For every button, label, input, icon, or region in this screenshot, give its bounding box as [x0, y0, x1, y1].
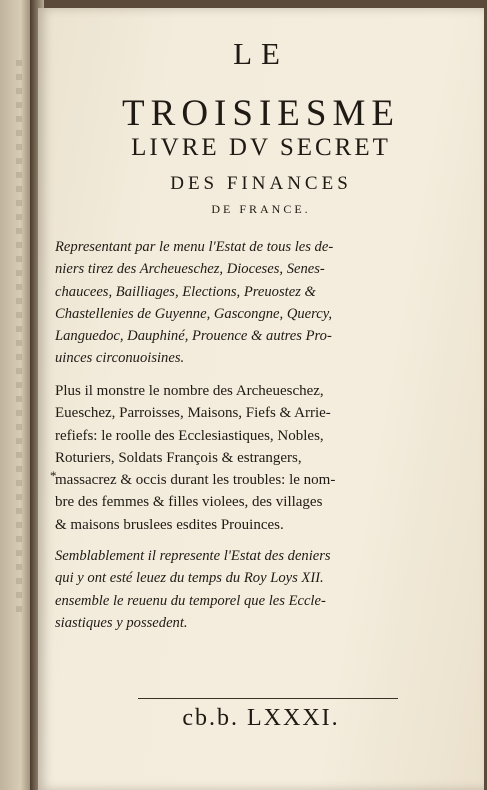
printer-mark-asterisk: *	[50, 468, 57, 483]
text-line: Semblablement il represente l'Estat des deniers	[55, 548, 331, 564]
text-line: Chastellenies de Guyenne, Gascongne, Quercy,	[55, 305, 333, 322]
title-line-2: TROISIESME	[122, 93, 400, 134]
text-line: siastiques y possedent.	[55, 614, 188, 631]
text-line: ensemble le reuenu du temporel que les Eccle-	[55, 592, 326, 609]
title-line-1: LE	[233, 36, 289, 71]
text-line: refiefs: le roolle des Ecclesiastiques, Nobles,	[55, 427, 324, 444]
text-line: qui y ont esté leuez du temps du Roy Loys XII.	[55, 570, 324, 587]
description-paragraph-3	[55, 545, 460, 634]
imprint-date: cb.b. LXXXI.	[182, 705, 340, 731]
title-page	[38, 8, 484, 790]
text-line: Roturiers, Soldats François & estrangers,	[55, 449, 302, 466]
description-paragraph-2	[55, 380, 460, 536]
text-line: Plus il monstre le nombre des Archeueschez,	[55, 383, 324, 399]
text-line: Representant par le menu l'Estat de tous les de-	[55, 239, 334, 255]
facing-page-edge	[0, 0, 34, 790]
title-line-3: LIVRE DV SECRET	[131, 134, 391, 161]
divider-rule	[138, 698, 398, 699]
text-line: & maisons bruslees esdites Prouinces.	[55, 516, 284, 533]
text-line: bre des femmes & filles violees, des villages	[55, 494, 323, 511]
text-line: niers tirez des Archeueschez, Dioceses, Senes-	[55, 261, 325, 278]
title-line-4: DES FINANCES	[170, 173, 352, 194]
text-line: Languedoc, Dauphiné, Prouence & autres Pro-	[55, 328, 332, 345]
text-line: chaucees, Bailliages, Elections, Preuostez &	[55, 283, 316, 300]
text-line: massacrez & occis durant les troubles: le nom-	[55, 472, 336, 489]
facing-page-text-edge	[16, 60, 22, 620]
title-line-5: DE FRANCE.	[211, 202, 311, 216]
text-line: Eueschez, Parroisses, Maisons, Fiefs & Arrie-	[55, 405, 331, 422]
description-paragraph-1	[55, 236, 460, 370]
text-line: uinces circonuoisines.	[55, 350, 185, 367]
